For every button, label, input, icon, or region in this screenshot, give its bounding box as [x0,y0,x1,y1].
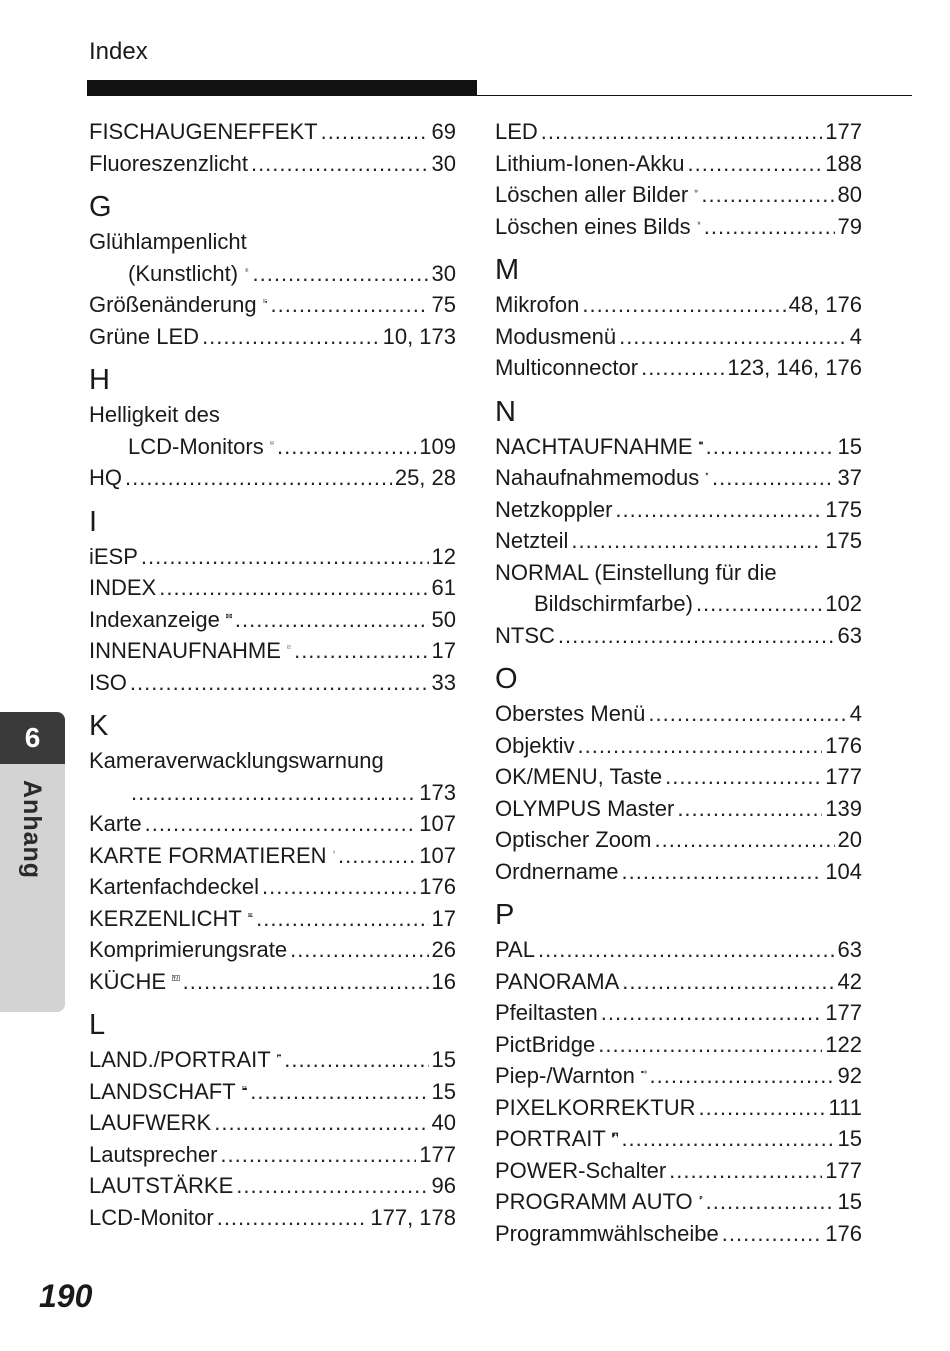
page-reference: 26 [431,937,456,962]
dot-leader [571,525,822,557]
index-term: PORTRAIT [495,1126,606,1151]
section-letter-l: L [89,1009,106,1041]
index-term: KERZENLICHT [89,905,242,931]
dot-leader [250,1076,428,1108]
index-term: Programmwählscheibe [495,1220,719,1246]
dot-leader [669,1155,822,1187]
index-term: Bildschirmfarbe) [534,591,693,616]
monitor-brightness-icon [270,431,274,453]
index-entry [495,761,862,793]
index-term: LCD-Monitor [89,1204,214,1230]
index-term: LAUTSTÄRKE [89,1173,234,1198]
dot-leader [236,1170,428,1202]
portrait-icon [612,1123,619,1145]
index-entry [495,1060,862,1092]
index-term: Nahaufnahmemodus [495,465,700,490]
index-entry [495,698,862,730]
index-entry [495,793,862,825]
dot-leader [270,289,428,321]
index-term: Piep-/Warnton [495,1063,635,1088]
section-letter-h: H [89,364,110,396]
page-reference: 92 [837,1063,862,1088]
dot-leader [722,1218,823,1250]
index-entry [495,179,862,211]
page-reference: 177, 178 [370,1204,456,1230]
index-term: Netzkoppler [495,496,613,522]
dot-leader [235,604,429,636]
index-entry [89,604,456,636]
chapter-tab-number: 6 [0,712,65,764]
page-reference: 107 [419,842,456,868]
index-term: HQ [89,465,122,490]
beep-sound-icon [641,1060,647,1082]
page-reference: 33 [431,669,456,695]
index-term: PROGRAMM AUTO [495,1189,693,1214]
index-term: NACHTAUFNAHME [495,433,693,459]
page-reference: 40 [431,1110,456,1135]
night-scene-icon [699,431,703,453]
svg-text:P: P [698,1196,703,1202]
index-entry [495,588,862,620]
resize-icon [263,289,268,311]
page-reference: 69 [431,119,456,144]
header-rule-thin [477,95,912,96]
index-grid-icon [226,604,232,626]
section-letter-o: O [495,663,518,695]
erase-all-icon [694,179,698,201]
section-letter-k: K [89,710,109,742]
dot-leader [284,1044,428,1076]
erase-single-icon [697,211,701,233]
page-reference: 16 [431,968,456,994]
page-reference: 15 [837,1189,862,1214]
index-entry [89,1170,456,1202]
page-reference: 30 [431,260,456,286]
dot-leader [622,966,834,998]
dot-leader [256,903,428,935]
page-reference: 176 [825,1220,862,1246]
index-entry [89,116,456,148]
index-entry [495,620,862,652]
dot-leader [159,572,428,604]
dot-leader [655,824,835,856]
index-term: LAND./PORTRAIT [89,1047,271,1072]
cuisine-icon [172,966,180,988]
index-term: ISO [89,669,127,695]
index-term: Pfeiltasten [495,1000,598,1025]
dot-leader [706,1186,835,1218]
dot-leader [217,1202,368,1234]
page-reference: 111 [828,1094,862,1120]
index-entry [89,934,456,966]
page-reference: 122 [825,1031,862,1057]
page-reference: 63 [837,622,862,648]
index-term: Netzteil [495,528,569,553]
index-term: Indexanzeige [89,606,220,632]
dot-leader [130,667,429,699]
page-reference: 10, 173 [382,323,456,349]
index-entry [495,1123,862,1155]
page-reference: 102 [825,591,862,616]
dot-leader [615,494,822,526]
section-letter-i: I [89,505,98,538]
dot-leader [701,179,834,211]
index-entry [89,462,456,494]
index-term: Grüne LED [89,323,200,349]
index-entry [89,1107,456,1139]
dot-leader [621,1123,834,1155]
page-reference: 177 [825,1157,862,1183]
index-entry [89,1044,456,1076]
dot-leader [577,730,822,762]
section-letter-n: N [495,395,516,428]
index-term: Komprimierungsrate [89,937,288,962]
dot-leader [650,1060,835,1092]
tungsten-bulb-icon [244,258,249,280]
section-letter-g: G [89,191,112,223]
dot-leader [648,698,846,730]
page-reference: 176 [419,874,456,899]
index-entry [495,289,862,321]
index-term: Löschen eines Bilds [495,213,691,239]
page-number: 190 [39,1278,93,1314]
dot-leader [145,808,417,840]
index-term: POWER-Schalter [495,1157,667,1183]
dot-leader [696,588,822,620]
index-term: LAUFWERK [89,1110,212,1135]
page-reference: 177 [825,119,862,144]
dot-leader [582,289,785,321]
index-term: Helligkeit des [89,402,220,427]
index-entry [495,431,862,463]
dot-leader [665,761,822,793]
index-entry [89,777,456,809]
index-entry [495,1092,862,1124]
page-reference: 4 [849,323,862,349]
page-reference: 109 [419,433,456,459]
index-entry [89,148,456,180]
index-entry [89,399,456,431]
page-reference: 50 [431,606,456,632]
chapter-tab-label: Anhang [18,780,46,880]
dot-leader [131,777,416,809]
index-entry [89,808,456,840]
index-entry [89,1076,456,1108]
index-entry [89,572,456,604]
index-term: Objektiv [495,732,575,758]
index-entry [495,934,862,966]
index-term: Kartenfachdeckel [89,874,259,899]
page-reference: 15 [837,433,862,459]
index-entry [495,148,862,180]
index-entry [89,226,456,258]
index-entry [495,525,862,557]
page-reference: 12 [431,543,456,569]
page-title: Index [89,38,148,65]
index-entry [89,745,456,777]
macro-flower-icon [705,462,709,484]
page-reference: 175 [825,496,862,522]
dot-leader [214,1107,428,1139]
page-reference: 123, 146, 176 [727,355,862,380]
dot-leader [251,148,429,180]
page-reference: 177 [419,1141,456,1167]
dot-leader [622,856,823,888]
index-term: OLYMPUS Master [495,795,675,821]
dot-leader [125,462,392,494]
index-entry [89,840,456,872]
page-reference: 61 [431,575,456,600]
index-entry [495,730,862,762]
page-reference: 17 [431,905,456,931]
dot-leader [290,934,428,966]
dot-leader [220,1139,416,1171]
index-entry [89,258,456,290]
dot-leader [141,541,429,573]
index-term: Optischer Zoom [495,827,652,852]
dot-leader [619,321,847,353]
page-reference: 176 [825,732,862,758]
index-term: Fluoreszenzlicht [89,150,248,176]
dot-leader [294,635,428,667]
index-term: Größenänderung [89,292,257,317]
index-entry [495,997,862,1029]
dot-leader [601,997,823,1029]
index-entry [495,557,862,589]
dot-leader [321,116,429,148]
index-entry [89,667,456,699]
index-entry [495,462,862,494]
index-entry [495,1155,862,1187]
index-entry [495,856,862,888]
index-term: (Kunstlicht) [128,260,239,286]
index-term: Multiconnector [495,355,639,380]
dot-leader [262,871,416,903]
dot-leader [538,934,835,966]
index-entry [495,116,862,148]
index-term: LANDSCHAFT [89,1078,236,1104]
index-term: Lithium-Ionen-Akku [495,150,685,176]
dot-leader [338,840,416,872]
index-term: INDEX [89,575,157,600]
page-reference: 79 [837,213,862,239]
dot-leader [677,793,822,825]
page-reference: 104 [825,858,862,884]
index-term: KARTE FORMATIEREN [89,842,327,868]
index-term: Oberstes Menü [495,701,646,726]
page-reference: 173 [419,779,456,805]
section-letter-p: P [495,899,515,931]
index-term: LCD-Monitors [128,433,264,459]
index-term: KÜCHE [89,968,167,994]
card-format-icon [333,840,335,862]
section-letter-m: M [495,254,520,286]
dot-leader [558,620,835,652]
page-reference: 25, 28 [394,465,456,490]
index-column-left [89,116,456,1233]
dot-leader [712,462,834,494]
index-term: iESP [89,543,138,569]
index-entry [89,541,456,573]
index-term: NTSC [495,622,555,648]
index-term: Ordnername [495,858,619,884]
dot-leader [706,431,835,463]
index-entry [495,1186,862,1218]
page-reference: 75 [431,292,456,317]
dot-leader [688,148,823,180]
page-reference: 177 [825,764,862,789]
page-reference: 30 [431,150,456,176]
index-term: PictBridge [495,1031,596,1057]
page-reference: 177 [825,1000,862,1025]
dot-leader [253,258,429,290]
page-reference: 48, 176 [788,292,862,317]
program-p-icon [699,1186,703,1208]
dot-leader [277,431,416,463]
dot-leader [699,1092,826,1124]
index-entry [89,1202,456,1234]
page-reference: 96 [431,1173,456,1198]
index-entry [89,966,456,998]
index-column-right [495,116,862,1249]
page-reference: 37 [837,465,862,490]
index-term: Modusmenü [495,323,617,349]
dot-leader [183,966,429,998]
page-reference: 15 [431,1047,456,1072]
dot-leader [202,321,380,353]
index-term: INNENAUFNAHME [89,638,281,663]
index-term: PIXELKORREKTUR [495,1094,696,1120]
index-term: FISCHAUGENEFFEKT [89,119,318,144]
page-reference: 17 [431,638,456,663]
dot-leader [704,211,835,243]
index-term: Mikrofon [495,292,580,317]
index-entry [495,321,862,353]
page-reference: 4 [849,701,862,726]
index-entry [495,966,862,998]
landscape-icon [242,1076,248,1098]
index-term: PAL [495,937,535,962]
page-reference: 175 [825,528,862,553]
page-reference: 139 [825,795,862,821]
indoor-scene-icon [287,635,291,657]
index-entry [89,1139,456,1171]
header-rule-thick [87,80,477,96]
index-entry [89,635,456,667]
index-entry [89,871,456,903]
index-entry [495,1218,862,1250]
dot-leader [598,1029,822,1061]
index-term: Karte [89,811,142,836]
index-entry [495,824,862,856]
page-reference: 15 [431,1078,456,1104]
dot-leader [541,116,822,148]
landscape-portrait-icon [277,1044,281,1066]
page-reference: 107 [419,811,456,836]
index-term: LED [495,119,538,144]
index-term: Glühlampenlicht [89,229,247,254]
index-entry [495,494,862,526]
index-entry [89,289,456,321]
page-reference: 15 [837,1126,862,1151]
index-term: NORMAL (Einstellung für die [495,559,777,585]
dot-leader [641,352,724,384]
index-term: Löschen aller Bilder [495,182,689,207]
index-term: OK/MENU, Taste [495,764,663,789]
index-entry [495,1029,862,1061]
index-entry [495,211,862,243]
index-term: Kameraverwacklungswarnung [89,748,384,773]
index-entry [495,352,862,384]
page-reference: 42 [837,968,862,994]
index-entry [89,321,456,353]
index-entry [89,903,456,935]
index-entry [89,431,456,463]
page-reference: 188 [825,150,862,176]
candle-icon [248,903,253,925]
page-reference: 20 [837,827,862,852]
index-term: Lautsprecher [89,1141,218,1167]
page-reference: 80 [837,182,862,207]
page-reference: 63 [837,937,862,962]
index-term: PANORAMA [495,968,620,994]
